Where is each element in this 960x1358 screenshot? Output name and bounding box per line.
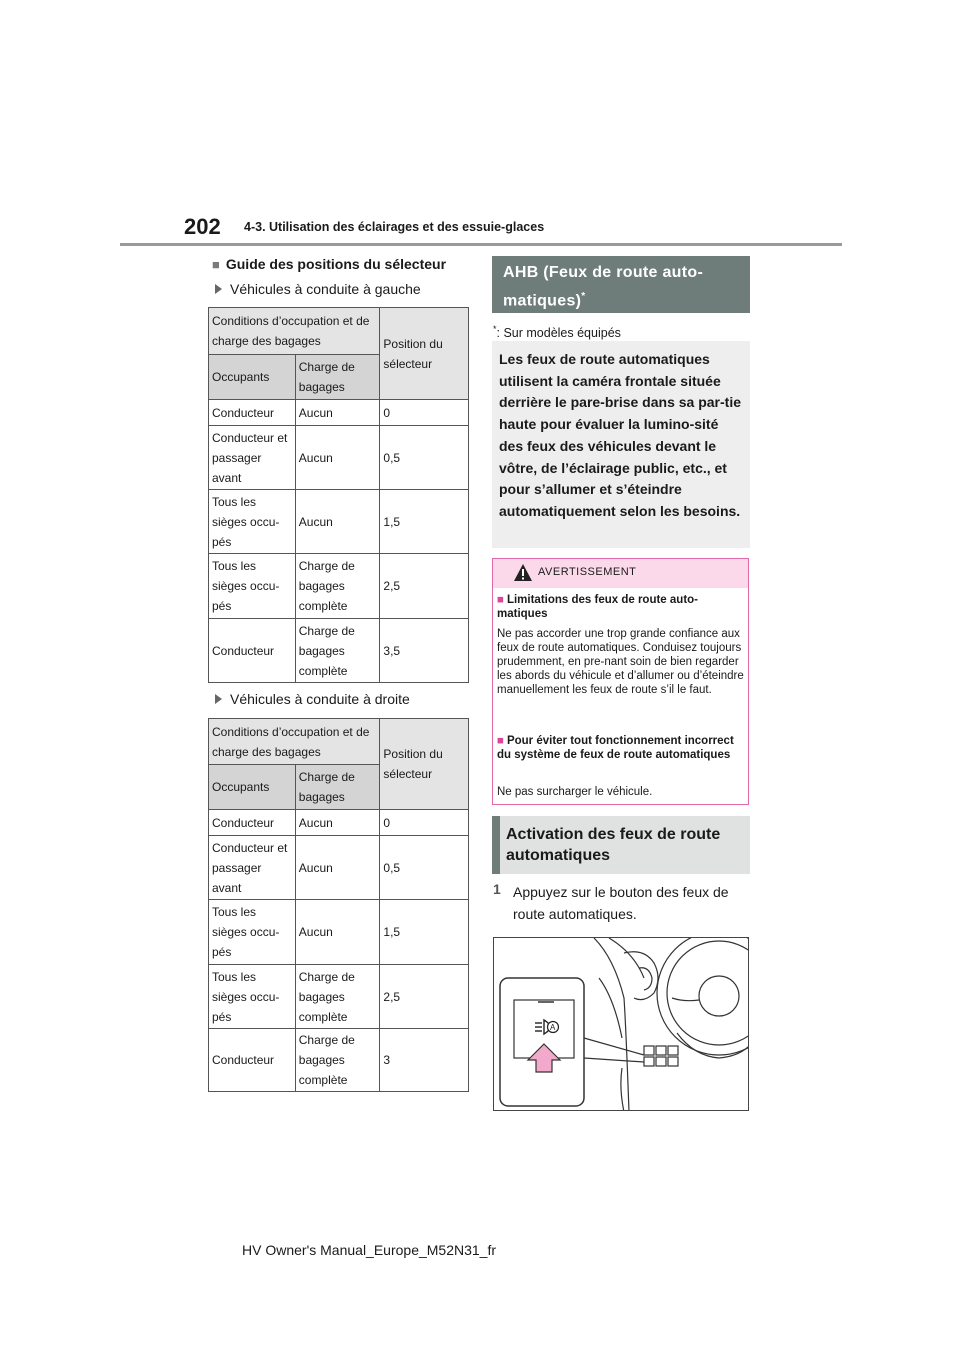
cell-charge: Aucun xyxy=(295,490,380,554)
header-position: Position du sélecteur xyxy=(380,719,469,810)
page-number: 202 xyxy=(184,214,221,239)
ahb-title-band xyxy=(492,256,750,313)
arrow-bullet-icon xyxy=(215,694,222,704)
header-occupants: Occupants xyxy=(209,355,296,400)
warning-header xyxy=(493,559,748,588)
warning-item-1-title xyxy=(497,593,737,621)
cell-occupants: Conducteur et passager avant xyxy=(209,426,296,490)
table-row xyxy=(209,619,469,683)
header-charge: Charge de bagages xyxy=(295,355,380,400)
cell-occupants: Conducteur xyxy=(209,400,296,426)
selector-table-left xyxy=(208,307,469,683)
cell-position: 3,5 xyxy=(380,619,469,683)
ahb-title: AHB (Feux de route auto-matiques) xyxy=(503,264,704,310)
cell-position: 0,5 xyxy=(380,836,469,900)
selector-table-right xyxy=(208,718,469,1092)
table-row xyxy=(209,426,469,490)
band-accent xyxy=(492,816,500,874)
table-row xyxy=(209,900,469,965)
warning-item-1-text: Ne pas accorder une trop grande confiance aux feux de route automatiques. Conduisez toujours prudemment, en pre-nant soin de bien regarder les abords du véhicule et d’allumer ou d’éteindre manuellement les feux de route s’il le faut. xyxy=(497,628,744,696)
header-conditions: Conditions d’occupation et de charge des bagages xyxy=(209,719,380,765)
warning-triangle-icon xyxy=(513,563,533,582)
warning-item-2-text: Ne pas surcharger le véhicule. xyxy=(497,786,653,798)
warning-item-1-title-text: Limitations des feux de route auto-matiques xyxy=(497,594,699,620)
left-drive-heading xyxy=(212,281,421,297)
ahb-intro-box xyxy=(492,341,750,548)
activation-title: Activation des feux de route automatiques xyxy=(506,826,721,864)
header-conditions: Conditions d’occupation et de charge des bagages xyxy=(209,308,380,355)
table-row xyxy=(209,490,469,554)
cell-occupants: Tous les sièges occu-pés xyxy=(209,554,296,619)
table-row xyxy=(209,554,469,619)
cell-position: 0,5 xyxy=(380,426,469,490)
header-occupants: Occupants xyxy=(209,765,296,810)
cell-position: 1,5 xyxy=(380,900,469,965)
cell-position: 2,5 xyxy=(380,554,469,619)
table-row xyxy=(209,965,469,1029)
square-bullet-icon: ■ xyxy=(497,735,504,747)
warning-item-2-title xyxy=(497,734,737,762)
table-row xyxy=(209,810,469,836)
cell-position: 3 xyxy=(380,1029,469,1092)
dashboard-drawing xyxy=(494,938,749,1111)
left-drive-heading-text: Véhicules à conduite à gauche xyxy=(230,281,421,297)
step-number: 1 xyxy=(493,881,501,897)
cell-position: 1,5 xyxy=(380,490,469,554)
warning-title: AVERTISSEMENT xyxy=(538,566,637,578)
cell-occupants: Tous les sièges occu-pés xyxy=(209,900,296,965)
cell-occupants: Conducteur xyxy=(209,619,296,683)
cell-charge: Charge de bagages complète xyxy=(295,1029,380,1092)
footnote-text: : Sur modèles équipés xyxy=(496,326,621,341)
ahb-intro-text: Les feux de route automatiques utilisent la caméra frontale située derrière le pare-brise dans sa par-tie haute pour évaluer la lumino-sité des feux des véhicules devant le vôtre, de l’éclairage public, etc., et pour s’allumer et s’éteindre automatiquement selon les besoins. xyxy=(499,351,741,519)
warning-item-2-title-text: Pour éviter tout fonctionnement incorrect du système de feux de route automatiques xyxy=(497,735,734,761)
ahb-button-illustration xyxy=(493,937,749,1111)
header-position: Position du sélecteur xyxy=(380,308,469,400)
guide-heading-text: Guide des positions du sélecteur xyxy=(225,256,447,272)
cell-charge: Aucun xyxy=(295,900,380,965)
square-bullet-icon: ■ xyxy=(497,594,504,606)
arrow-bullet-icon xyxy=(215,284,222,294)
ahb-title-mark: * xyxy=(581,291,586,302)
warning-box xyxy=(492,558,749,805)
cell-charge: Charge de bagages complète xyxy=(295,619,380,683)
cell-occupants: Conducteur xyxy=(209,810,296,836)
cell-charge: Aucun xyxy=(295,426,380,490)
cell-position: 0 xyxy=(380,810,469,836)
square-bullet-icon: ■ xyxy=(212,257,220,272)
cell-charge: Aucun xyxy=(295,810,380,836)
header-divider xyxy=(120,243,842,246)
cell-position: 0 xyxy=(380,400,469,426)
cell-charge: Aucun xyxy=(295,400,380,426)
cell-occupants: Conducteur et passager avant xyxy=(209,836,296,900)
table-row xyxy=(209,400,469,426)
cell-position: 2,5 xyxy=(380,965,469,1029)
svg-text:A: A xyxy=(550,1023,556,1032)
section-title: 4-3. Utilisation des éclairages et des essuie-glaces xyxy=(244,220,545,234)
step-text: Appuyez sur le bouton des feux de route automatiques. xyxy=(513,884,729,922)
table-row xyxy=(209,1029,469,1092)
cell-charge: Charge de bagages complète xyxy=(295,965,380,1029)
table-row xyxy=(209,836,469,900)
footnote xyxy=(493,324,621,340)
cell-charge: Charge de bagages complète xyxy=(295,554,380,619)
activation-title-band xyxy=(492,816,750,874)
footnote-mark: * xyxy=(493,324,497,334)
guide-heading xyxy=(212,256,446,272)
cell-occupants: Conducteur xyxy=(209,1029,296,1092)
header-charge: Charge de bagages xyxy=(295,765,380,810)
footer: HV Owner's Manual_Europe_M52N31_fr xyxy=(242,1242,497,1258)
cell-occupants: Tous les sièges occu-pés xyxy=(209,965,296,1029)
right-drive-heading-text: Véhicules à conduite à droite xyxy=(230,691,410,707)
cell-occupants: Tous les sièges occu-pés xyxy=(209,490,296,554)
cell-charge: Aucun xyxy=(295,836,380,900)
right-drive-heading xyxy=(212,691,410,707)
